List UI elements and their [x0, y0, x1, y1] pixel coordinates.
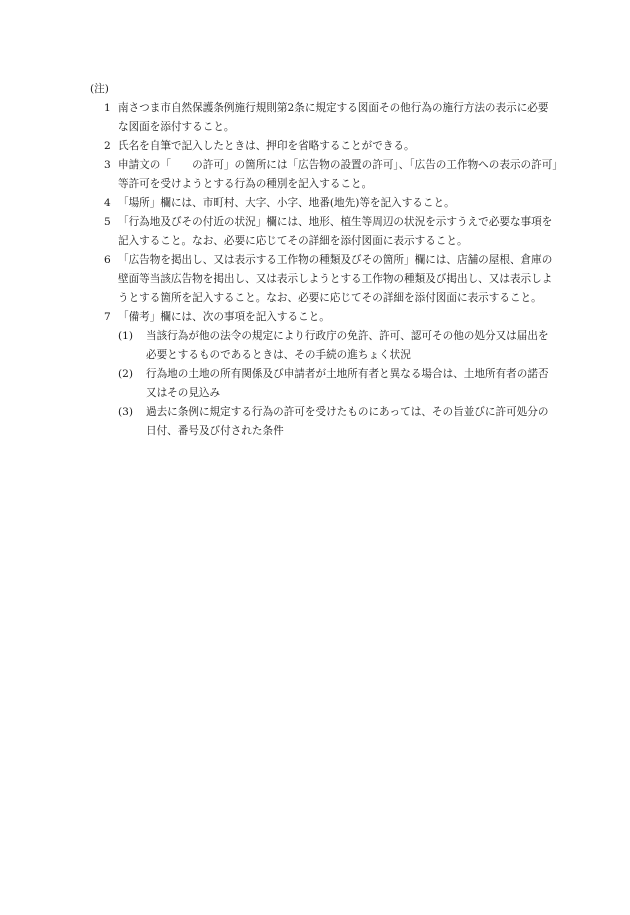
note-item-7	[90, 308, 558, 327]
note-text: 「広告物を掲出し、又は表示する工作物の種類及びその箇所」欄には、店舗の屋根、倉庫の壁面等当該広告物を掲出し、又は表示しようとする工作物の種類及び掲出し、又は表示しようとする箇所を記入すること。なお、必要に応じてその詳細を添付図面に表示すること。	[118, 254, 553, 304]
notes-list	[90, 99, 558, 441]
notes-heading: (注)	[90, 83, 109, 95]
subnote-number: (2)	[118, 368, 134, 380]
subnote-text: 過去に条例に規定する行為の許可を受けたものにあっては、その旨並びに許可処分の日付、番号及び付された条件	[146, 406, 549, 437]
subnote-item-3	[90, 403, 558, 441]
note-item-1	[90, 99, 558, 137]
subnote-item-1	[90, 327, 558, 365]
subnote-item-2	[90, 365, 558, 403]
note-text: 氏名を自筆で記入したときは、押印を省略することができる。	[118, 140, 415, 152]
note-text: 南さつま市自然保護条例施行規則第2条に規定する図面その他行為の施行方法の表示に必要な図面を添付すること。	[118, 102, 549, 133]
note-text: 申請文の「 の許可」の箇所には「広告物の設置の許可」、「広告の工作物への表示の許可」等許可を受けようとする行為の種別を記入すること。	[118, 159, 558, 190]
subnote-number: (3)	[118, 406, 134, 418]
note-number: 4	[104, 197, 111, 209]
note-number: 5	[104, 216, 111, 228]
note-number: 6	[104, 254, 111, 266]
note-text: 「行為地及びその付近の状況」欄には、地形、植生等周辺の状況を示すうえで必要な事項を記入すること。なお、必要に応じてその詳細を添付図面に表示すること。	[118, 216, 553, 247]
note-text: 「場所」欄には、市町村、大字、小字、地番(地先)等を記入すること。	[118, 197, 455, 209]
note-item-6	[90, 251, 558, 308]
subnote-text: 行為地の土地の所有関係及び申請者が土地所有者と異なる場合は、土地所有者の諾否又はその見込み	[146, 368, 549, 399]
note-number: 3	[104, 159, 111, 171]
subnote-number: (1)	[118, 330, 134, 342]
note-number: 1	[104, 102, 111, 114]
note-item-2	[90, 137, 558, 156]
note-item-5	[90, 213, 558, 251]
note-text: 「備考」欄には、次の事項を記入すること。	[118, 311, 330, 323]
note-number: 2	[104, 140, 111, 152]
note-item-3	[90, 156, 558, 194]
subnote-text: 当該行為が他の法令の規定により行政庁の免許、許可、認可その他の処分又は届出を必要とするものであるときは、その手続の進ちょく状況	[146, 330, 549, 361]
note-number: 7	[104, 311, 111, 323]
note-item-4	[90, 194, 558, 213]
